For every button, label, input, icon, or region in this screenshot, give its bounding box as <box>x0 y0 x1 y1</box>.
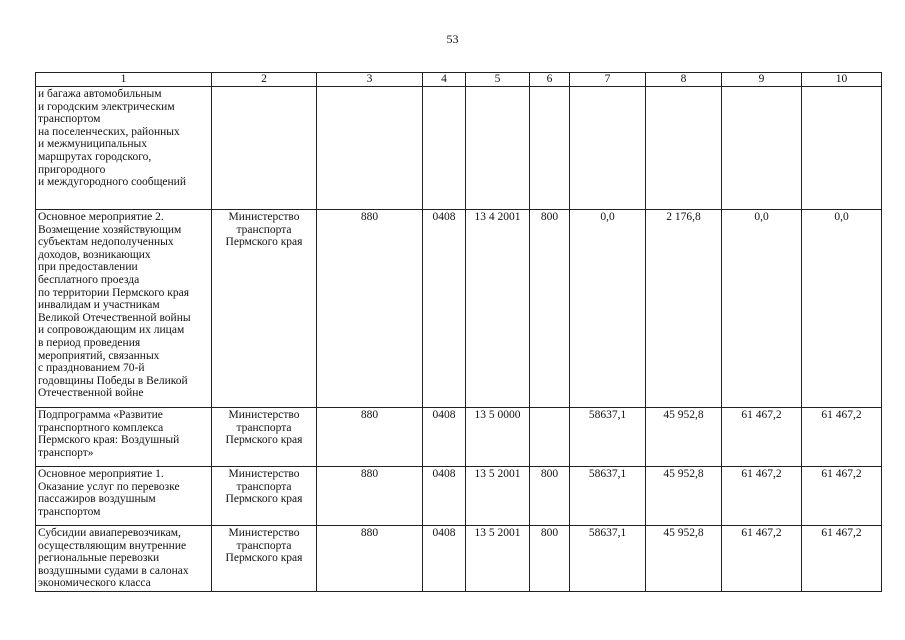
amount-2017-cell: 61 467,2 <box>722 526 802 592</box>
amount-2018-cell: 0,0 <box>802 210 882 408</box>
target-article-cell <box>466 87 530 210</box>
amount-2018-cell: 61 467,2 <box>802 408 882 467</box>
cell-line: транспортного комплекса <box>38 421 164 434</box>
table-row <box>36 210 882 408</box>
description-cell <box>36 87 212 210</box>
cell-line: и междугородного сообщений <box>38 176 186 189</box>
organization-cell <box>212 526 317 592</box>
cell-line: инвалидам и участникам <box>38 299 160 312</box>
amount-2016-cell: 45 952,8 <box>646 467 722 526</box>
col-header: 6 <box>530 73 570 87</box>
cell-line: осуществляющим внутренние <box>38 539 187 552</box>
cell-line: и сопровождающим их лицам <box>38 324 185 337</box>
cell-line: транспорта <box>236 539 292 552</box>
cell-line: пригородного <box>38 163 106 176</box>
amount-2017-cell: 0,0 <box>722 210 802 408</box>
amount-2015-cell: 58637,1 <box>570 408 646 467</box>
cell-line: Основное мероприятие 1. <box>38 468 164 480</box>
section-code-cell: 0408 <box>423 210 466 408</box>
cell-line: Возмещение хозяйствующим <box>38 223 182 236</box>
cell-line: и багажа автомобильным <box>38 88 162 100</box>
col-header: 10 <box>802 73 882 87</box>
section-code-cell: 0408 <box>423 467 466 526</box>
amount-2017-cell <box>722 87 802 210</box>
ministry-code-cell: 880 <box>317 210 423 408</box>
ministry-code-cell <box>317 87 423 210</box>
organization-cell <box>212 87 317 210</box>
page-number: 53 <box>446 32 459 46</box>
budget-table <box>35 72 882 592</box>
amount-2016-cell: 2 176,8 <box>646 210 722 408</box>
amount-2016-cell: 45 952,8 <box>646 408 722 467</box>
col-header: 1 <box>36 73 212 87</box>
amount-2015-cell: 58637,1 <box>570 526 646 592</box>
cell-line: Оказание услуг по перевозке <box>38 480 180 493</box>
amount-2016-cell: 45 952,8 <box>646 526 722 592</box>
cell-line: транспортом <box>38 113 101 126</box>
cell-line: Министерство <box>228 211 300 223</box>
amount-2017-cell: 61 467,2 <box>722 408 802 467</box>
section-code-cell <box>423 87 466 210</box>
section-code-cell: 0408 <box>423 408 466 467</box>
expense-type-cell: 800 <box>530 467 570 526</box>
cell-line: на поселенческих, районных <box>38 125 180 138</box>
cell-line: при предоставлении <box>38 261 138 274</box>
cell-line: Пермского края <box>225 434 303 447</box>
amount-2016-cell <box>646 87 722 210</box>
cell-line: экономического класса <box>38 577 151 590</box>
amount-2015-cell: 58637,1 <box>570 467 646 526</box>
table-row <box>36 467 882 526</box>
amount-2018-cell <box>802 87 882 210</box>
expense-type-cell: 800 <box>530 210 570 408</box>
cell-line: Пермского края <box>225 552 303 565</box>
cell-line: и городским электрическим <box>38 100 175 113</box>
cell-line: транспорт» <box>38 446 94 459</box>
organization-cell <box>212 467 317 526</box>
organization-cell <box>212 408 317 467</box>
section-code-cell: 0408 <box>423 526 466 592</box>
amount-2015-cell: 0,0 <box>570 210 646 408</box>
amount-2018-cell: 61 467,2 <box>802 526 882 592</box>
cell-line: Министерство <box>228 468 300 480</box>
target-article-cell: 13 4 2001 <box>466 210 530 408</box>
header-row <box>36 73 882 87</box>
cell-line: маршрутах городского, <box>38 150 152 163</box>
description-cell <box>36 467 212 526</box>
table-row <box>36 408 882 467</box>
cell-line: Субсидии авиаперевозчикам, <box>38 527 181 539</box>
target-article-cell: 13 5 2001 <box>466 467 530 526</box>
cell-line: транспорта <box>236 223 292 236</box>
cell-line: годовщины Победы в Великой <box>38 374 188 387</box>
cell-line: Подпрограмма «Развитие <box>38 409 163 421</box>
cell-line: Министерство <box>228 409 300 421</box>
table-row <box>36 526 882 592</box>
cell-line: пассажиров воздушным <box>38 493 156 506</box>
cell-line: региональные перевозки <box>38 552 160 565</box>
col-header: 9 <box>722 73 802 87</box>
cell-line: Министерство <box>228 527 300 539</box>
col-header: 8 <box>646 73 722 87</box>
amount-2017-cell: 61 467,2 <box>722 467 802 526</box>
expense-type-cell: 800 <box>530 526 570 592</box>
description-cell <box>36 408 212 467</box>
organization-cell <box>212 210 317 408</box>
col-header: 3 <box>317 73 423 87</box>
cell-line: доходов, возникающих <box>38 248 151 261</box>
cell-line: Великой Отечественной войны <box>38 311 191 324</box>
cell-line: Пермского края: Воздушный <box>38 434 180 447</box>
cell-line: Основное мероприятие 2. <box>38 211 164 223</box>
target-article-cell: 13 5 0000 <box>466 408 530 467</box>
cell-line: и межмуниципальных <box>38 138 147 151</box>
cell-line: в период проведения <box>38 336 141 349</box>
target-article-cell: 13 5 2001 <box>466 526 530 592</box>
cell-line: транспорта <box>236 421 292 434</box>
cell-line: мероприятий, связанных <box>38 349 160 362</box>
amount-2018-cell: 61 467,2 <box>802 467 882 526</box>
col-header: 5 <box>466 73 530 87</box>
cell-line: транспорта <box>236 480 292 493</box>
description-cell <box>36 526 212 592</box>
cell-line: субъектам недополученных <box>38 236 174 249</box>
col-header: 7 <box>570 73 646 87</box>
cell-line: Пермского края <box>225 493 303 506</box>
cell-line: с празднованием 70-й <box>38 362 145 375</box>
col-header: 2 <box>212 73 317 87</box>
ministry-code-cell: 880 <box>317 526 423 592</box>
ministry-code-cell: 880 <box>317 408 423 467</box>
cell-line: воздушными судами в салонах <box>38 564 189 577</box>
description-cell <box>36 210 212 408</box>
cell-line: Пермского края <box>225 236 303 249</box>
cell-line: транспортом <box>38 505 101 518</box>
cell-line: Отечественной войне <box>38 387 144 400</box>
ministry-code-cell: 880 <box>317 467 423 526</box>
cell-line: бесплатного проезда <box>38 273 140 286</box>
table-row <box>36 87 882 210</box>
amount-2015-cell <box>570 87 646 210</box>
cell-line: по территории Пермского края <box>38 286 190 299</box>
col-header: 4 <box>423 73 466 87</box>
expense-type-cell <box>530 87 570 210</box>
expense-type-cell <box>530 408 570 467</box>
